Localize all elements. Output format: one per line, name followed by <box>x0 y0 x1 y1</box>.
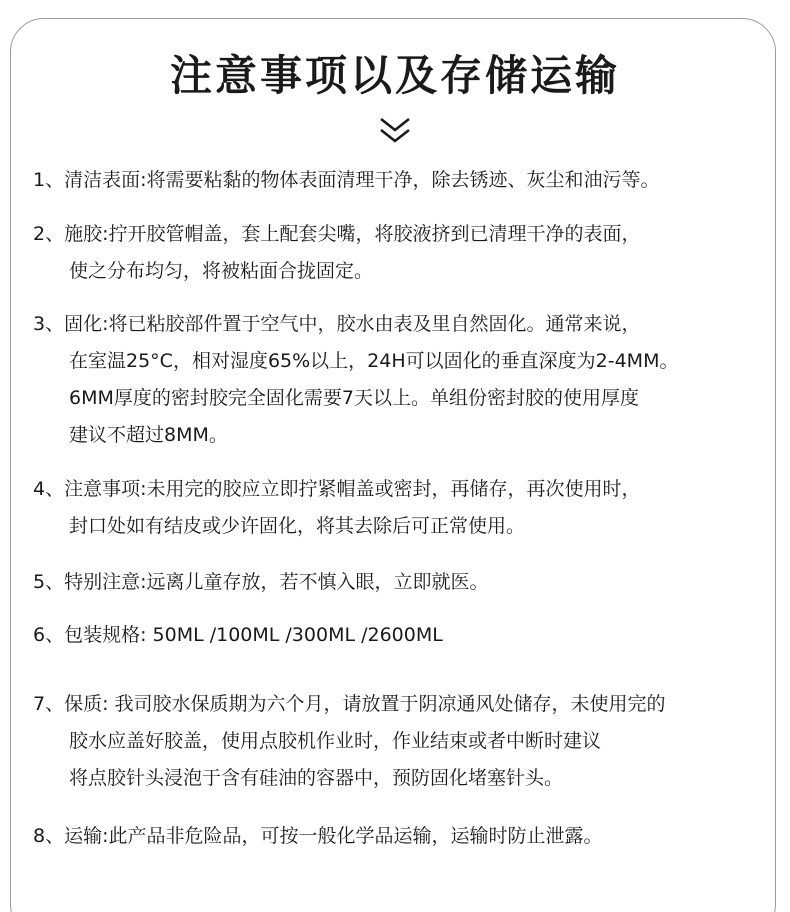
list-item-cleaning <box>33 162 660 199</box>
item-line: 封口处如有结皮或少许固化，将其去除后可正常使用。 <box>69 515 526 537</box>
list-item-shelf-life <box>33 686 666 797</box>
item-line: 2、施胶:拧开胶管帽盖，套上配套尖嘴，将胶液挤到已清理干净的表面， <box>33 223 641 245</box>
list-item-special-attention <box>33 564 489 601</box>
item-line: 使之分布均匀，将被粘面合拢固定。 <box>69 260 374 282</box>
list-item-transport <box>33 818 603 855</box>
item-line: 胶水应盖好胶盖，使用点胶机作业时，作业结束或者中断时建议 <box>69 730 602 752</box>
item-line: 7、保质: 我司胶水保质期为六个月，请放置于阴凉通风处储存，未使用完的 <box>33 693 666 715</box>
item-line: 将点胶针头浸泡于含有硅油的容器中，预防固化堵塞针头。 <box>69 767 564 789</box>
list-item-application <box>33 216 641 290</box>
item-line: 4、注意事项:未用完的胶应立即拧紧帽盖或密封，再储存，再次使用时， <box>33 478 641 500</box>
page-title: 注意事项以及存储运输 <box>169 51 620 100</box>
item-line: 在室温25°C，相对湿度65%以上，24H可以固化的垂直深度为2-4MM。 <box>69 350 679 372</box>
item-line: 1、清洁表面:将需要粘黏的物体表面清理干净，除去锈迹、灰尘和油污等。 <box>33 169 660 191</box>
list-item-packaging <box>33 617 443 654</box>
item-line: 8、运输:此产品非危险品，可按一般化学品运输，运输时防止泄露。 <box>33 825 603 847</box>
item-line: 6MM厚度的密封胶完全固化需要7天以上。单组份密封胶的使用厚度 <box>69 387 639 409</box>
item-line: 3、固化:将已粘胶部件置于空气中，胶水由表及里自然固化。通常来说， <box>33 313 641 335</box>
double-chevron-down-icon <box>378 116 412 146</box>
list-item-curing <box>33 306 678 454</box>
list-item-precautions <box>33 471 641 545</box>
item-line: 建议不超过8MM。 <box>69 424 228 446</box>
item-line: 6、包装规格: 50ML /100ML /300ML /2600ML <box>33 624 443 646</box>
item-line: 5、特别注意:远离儿童存放，若不慎入眼，立即就医。 <box>33 571 489 593</box>
